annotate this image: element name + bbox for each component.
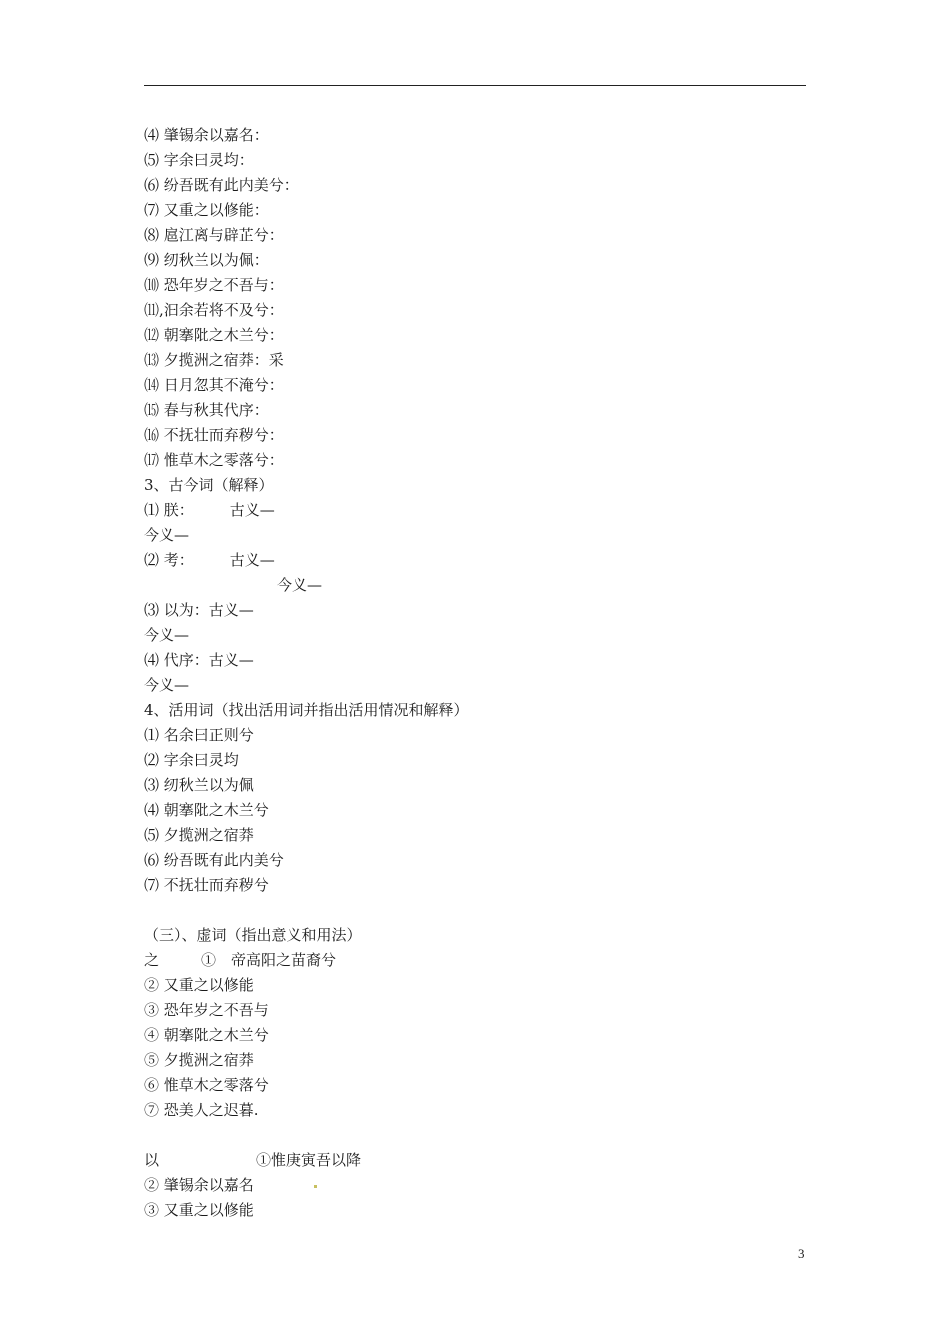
list-item: ⒄ 惟草木之零落兮： <box>144 451 284 469</box>
list-item: ⑷ 肇锡余以嘉名： <box>144 126 269 144</box>
gujin-jin-1: 今义— <box>144 526 190 544</box>
section-4-heading: 4、活用词（找出活用词并指出活用情况和解释） <box>144 701 469 719</box>
yi-item: ② 肇锡余以嘉名 <box>144 1176 254 1194</box>
xuci-heading: （三）、虚词（指出意义和用法） <box>144 926 362 944</box>
gujin-item-3: ⑶ 以为：古义— <box>144 601 254 619</box>
gujin-jin-2 <box>144 573 806 598</box>
yi-char: 以 <box>144 1151 160 1169</box>
yi-item: ①惟庚寅吾以降 <box>256 1151 362 1169</box>
gujin-item-2 <box>144 548 806 573</box>
huoyong-item: ⑵ 字余曰灵均 <box>144 751 239 769</box>
huoyong-item: ⑶ 纫秋兰以为佩 <box>144 776 254 794</box>
page-number: 3 <box>798 1246 805 1261</box>
zhi-item: ③ 恐年岁之不吾与 <box>144 1001 269 1019</box>
section-3-heading: 3、古今词（解释） <box>144 476 274 494</box>
yi-first-line <box>144 1148 806 1173</box>
huoyong-item: ⑹ 纷吾既有此内美兮 <box>144 851 284 869</box>
gujin-item-1 <box>144 498 806 523</box>
stray-dot <box>314 1185 317 1188</box>
list-item: ⒁ 日月忽其不淹兮： <box>144 376 284 394</box>
gujin-jin-text: 今义— <box>277 576 323 594</box>
list-item: ⑽ 恐年岁之不吾与： <box>144 276 284 294</box>
gujin-jin-3: 今义— <box>144 626 190 644</box>
yi-item: ③ 又重之以修能 <box>144 1201 254 1219</box>
huoyong-item: ⑷ 朝搴阰之木兰兮 <box>144 801 269 819</box>
list-item: ⑿ 朝搴阰之木兰兮： <box>144 326 284 344</box>
zhi-item: ⑥ 惟草木之零落兮 <box>144 1076 269 1094</box>
zhi-item: ① 帝高阳之苗裔兮 <box>201 951 337 969</box>
list-item: ⑾,汩余若将不及兮： <box>144 301 284 319</box>
gujin-label: ⑵ 考： <box>144 551 194 569</box>
gujin-gu: 古义— <box>229 501 275 519</box>
list-item: ⑺ 又重之以修能： <box>144 201 269 219</box>
huoyong-item: ⑺ 不抚壮而弃秽兮 <box>144 876 269 894</box>
list-item: ⑹ 纷吾既有此内美兮： <box>144 176 299 194</box>
huoyong-item: ⑴ 名余曰正则兮 <box>144 726 254 744</box>
gujin-item-4: ⑷ 代序：古义— <box>144 651 254 669</box>
gujin-jin-4: 今义— <box>144 676 190 694</box>
zhi-item: ⑤ 夕揽洲之宿莽 <box>144 1051 254 1069</box>
zhi-first-line <box>144 948 806 973</box>
zhi-item: ⑦ 恐美人之迟暮. <box>144 1101 259 1119</box>
list-item: ⒃ 不抚壮而弃秽兮： <box>144 426 284 444</box>
list-item: ⒀ 夕揽洲之宿莽：采 <box>144 351 284 369</box>
list-item: ⑼ 纫秋兰以为佩： <box>144 251 269 269</box>
zhi-char: 之 <box>144 951 160 969</box>
list-item: ⑸ 字余曰灵均： <box>144 151 254 169</box>
zhi-item: ② 又重之以修能 <box>144 976 254 994</box>
document-body <box>144 123 806 1223</box>
header-rule <box>144 85 806 86</box>
zhi-item: ④ 朝搴阰之木兰兮 <box>144 1026 269 1044</box>
gujin-label: ⑴ 朕： <box>144 501 194 519</box>
huoyong-item: ⑸ 夕揽洲之宿莽 <box>144 826 254 844</box>
gujin-gu: 古义— <box>229 551 275 569</box>
list-item: ⑻ 扈江离与辟芷兮： <box>144 226 284 244</box>
list-item: ⒂ 春与秋其代序： <box>144 401 269 419</box>
